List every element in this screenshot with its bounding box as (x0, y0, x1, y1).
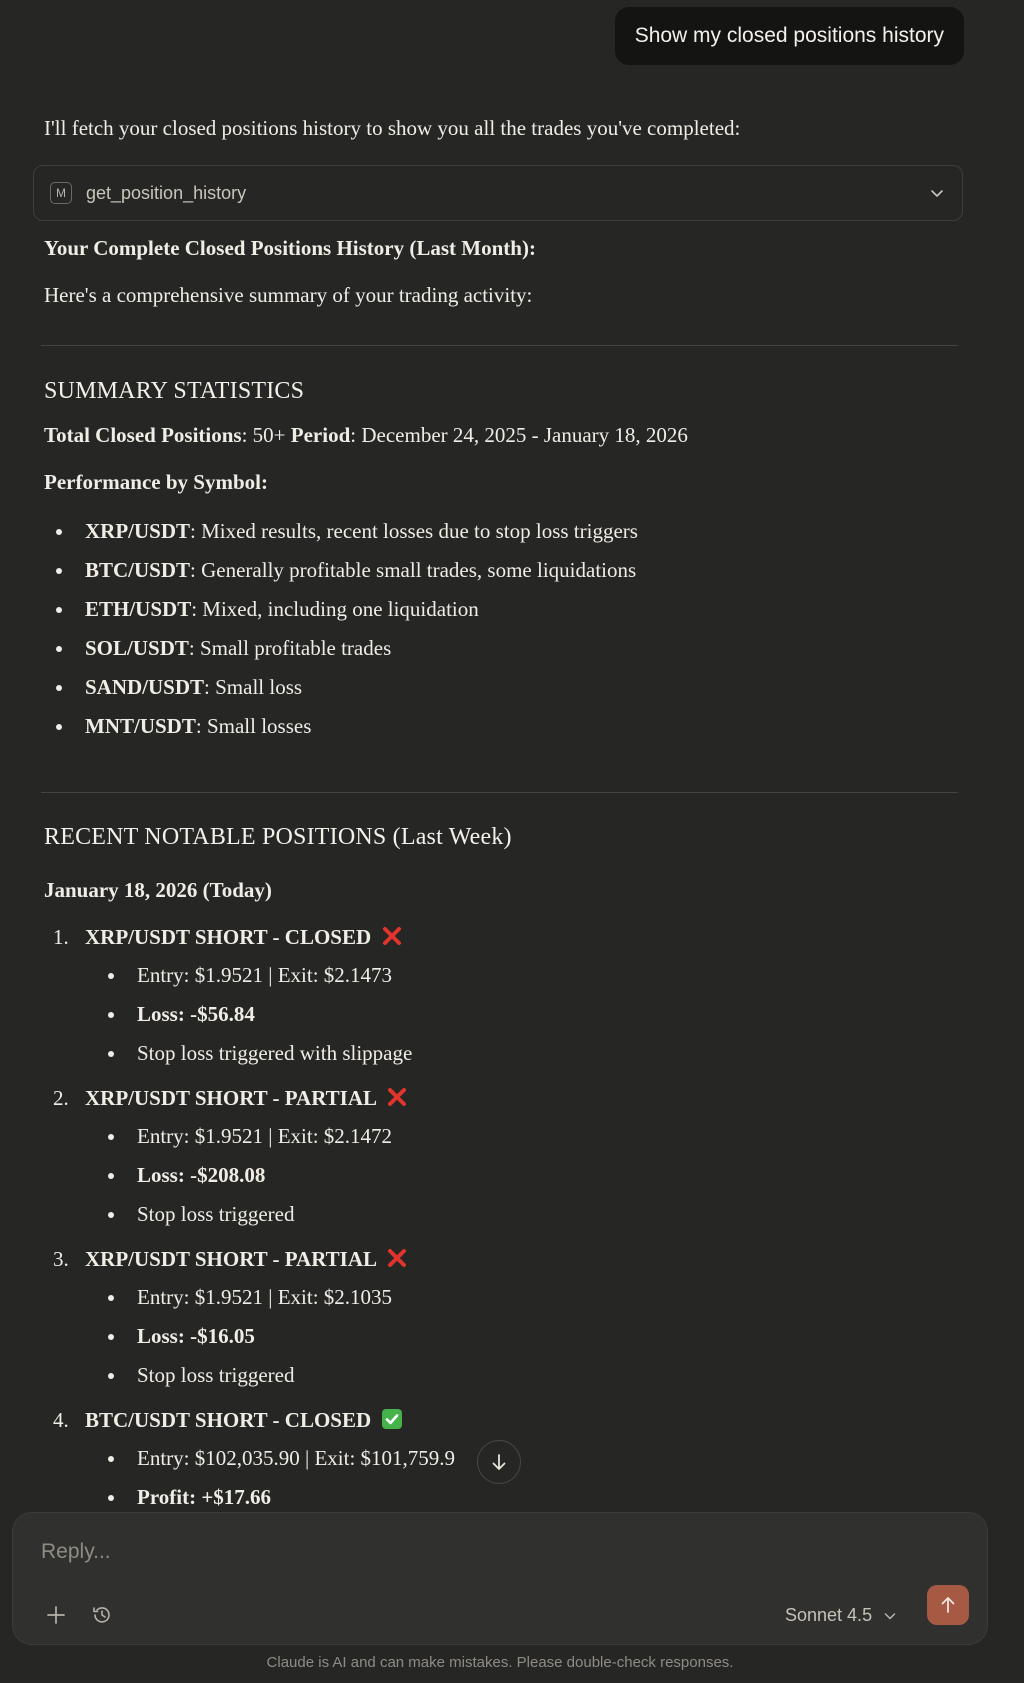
add-attachment-button[interactable] (40, 1599, 72, 1631)
list-item: MNT/USDT: Small losses (44, 707, 638, 746)
period-label: Period (290, 423, 351, 447)
check-mark-icon (381, 1408, 403, 1430)
reply-composer (12, 1512, 988, 1645)
summary-stats-line (44, 423, 688, 448)
assistant-intro: I'll fetch your closed positions history to show you all the trades you've completed: (44, 116, 741, 140)
position-item: 4. BTC/USDT SHORT - CLOSED (44, 1401, 944, 1439)
tool-call-collapsible[interactable] (33, 165, 963, 221)
divider (41, 792, 958, 793)
chevron-down-icon (882, 1608, 898, 1624)
list-item: Loss: -$208.08 (44, 1156, 944, 1195)
list-item: Entry: $1.9521 | Exit: $2.1035 (44, 1278, 944, 1317)
model-selector[interactable] (785, 1605, 898, 1626)
total-label: Total Closed Positions (44, 423, 242, 447)
list-item: Stop loss triggered with slippage (44, 1034, 944, 1073)
recent-date: January 18, 2026 (Today) (44, 878, 272, 902)
list-item: SOL/USDT: Small profitable trades (44, 629, 638, 668)
position-item: 1. XRP/USDT SHORT - CLOSED (44, 918, 944, 956)
positions-list (44, 918, 944, 1517)
cross-mark-icon (386, 1247, 408, 1269)
list-item: Entry: $1.9521 | Exit: $2.1473 (44, 956, 944, 995)
disclaimer: Claude is AI and can make mistakes. Please double-check responses. (266, 1654, 734, 1671)
response-heading: Your Complete Closed Positions History (Last Month): (44, 236, 536, 260)
list-item: XRP/USDT: Mixed results, recent losses due to stop loss triggers (44, 512, 638, 551)
tool-badge: M (50, 182, 72, 204)
summary-title: SUMMARY STATISTICS (44, 378, 305, 404)
list-item: Profit: +$17.66 (44, 1478, 944, 1517)
send-button[interactable] (927, 1585, 969, 1625)
performance-label: Performance by Symbol: (44, 470, 268, 494)
cross-mark-icon (381, 925, 403, 947)
arrow-down-icon (490, 1453, 508, 1471)
tool-name: get_position_history (86, 182, 247, 203)
list-item: BTC/USDT: Generally profitable small trades, some liquidations (44, 551, 638, 590)
list-item: Entry: $102,035.90 | Exit: $101,759.9 (44, 1439, 944, 1478)
period-value: : December 24, 2025 - January 18, 2026 (350, 423, 688, 447)
list-item: Loss: -$56.84 (44, 995, 944, 1034)
list-item: Stop loss triggered (44, 1356, 944, 1395)
user-message-bubble (615, 7, 964, 65)
cross-mark-icon (386, 1086, 408, 1108)
reply-input[interactable] (39, 1539, 943, 1565)
list-item: Loss: -$16.05 (44, 1317, 944, 1356)
plus-icon (46, 1605, 66, 1625)
list-item: Stop loss triggered (44, 1195, 944, 1234)
clock-history-icon (91, 1604, 113, 1626)
divider (41, 345, 958, 346)
position-item: 2. XRP/USDT SHORT - PARTIAL (44, 1079, 944, 1117)
arrow-up-icon (939, 1596, 957, 1614)
total-value: : 50+ (241, 423, 291, 447)
history-button[interactable] (86, 1599, 118, 1631)
summary-intro: Here's a comprehensive summary of your trading activity: (44, 283, 533, 307)
scroll-to-bottom-button[interactable] (477, 1440, 521, 1484)
model-name: Sonnet 4.5 (785, 1605, 873, 1625)
recent-title: RECENT NOTABLE POSITIONS (Last Week) (44, 824, 512, 850)
list-item: Entry: $1.9521 | Exit: $2.1472 (44, 1117, 944, 1156)
position-item: 3. XRP/USDT SHORT - PARTIAL (44, 1240, 944, 1278)
user-message-text: Show my closed positions history (634, 24, 944, 47)
chevron-down-icon[interactable] (928, 184, 946, 202)
list-item: SAND/USDT: Small loss (44, 668, 638, 707)
symbol-list (44, 512, 638, 746)
list-item: ETH/USDT: Mixed, including one liquidation (44, 590, 638, 629)
